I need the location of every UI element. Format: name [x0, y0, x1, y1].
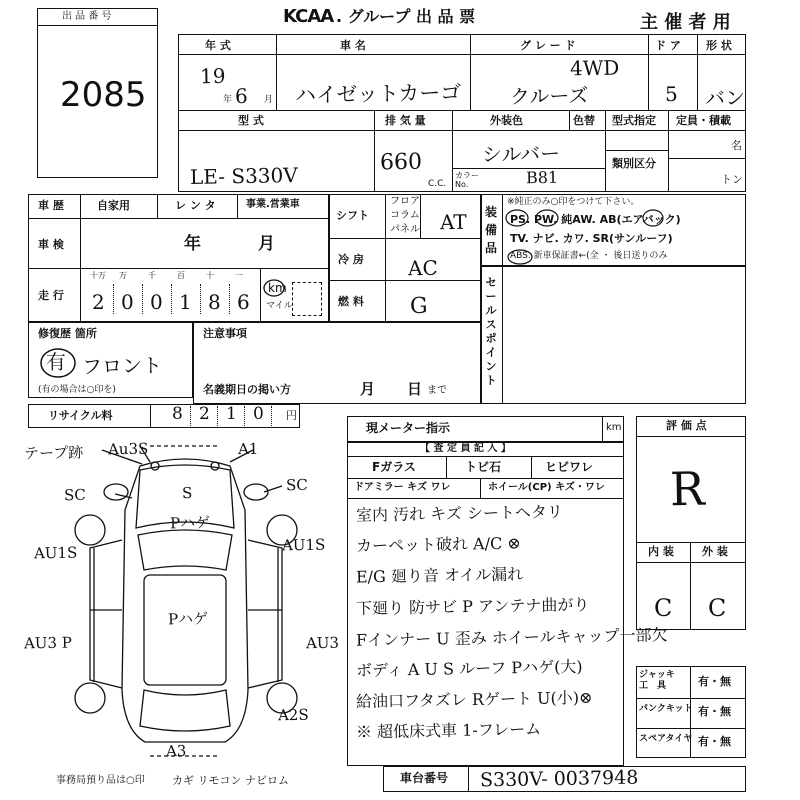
expiry-month: 月 [360, 380, 376, 398]
diag-sc-left: SC [63, 485, 86, 505]
mileage-digit-header: 十 [206, 271, 214, 280]
chassis-value: S330V- 0037948 [479, 766, 639, 792]
logo: KCAA [283, 6, 334, 27]
equip-note: ※純正のみ○印をつけて下さい。 [507, 197, 640, 207]
label-doors: ド ア [655, 39, 681, 52]
recycle-digit: 2 [199, 404, 210, 424]
label-displacement: 排 気 量 [385, 114, 426, 127]
expiry-made: まで [427, 385, 447, 396]
interior-label: 内 装 [648, 545, 674, 558]
month-value: 6 [234, 83, 248, 109]
wheel-label: ホイール(CP) キズ・ワレ [488, 482, 605, 493]
accessory-value: 有・無 [698, 735, 731, 748]
mileage-digit-divider [200, 284, 201, 314]
label-rental: レ ン タ [175, 199, 216, 212]
accessory-label: パンクキット [639, 704, 693, 714]
mileage-digit: 8 [208, 290, 221, 314]
recycle-digit: 0 [253, 404, 264, 424]
mileage-digit-header: 千 [148, 271, 156, 280]
evaluation-score: R [669, 461, 706, 517]
label-shift: シフト [336, 209, 369, 222]
shaken-year-unit: 年 [184, 234, 201, 254]
mile-checkbox [292, 282, 322, 316]
repair-note: (有の場合は○印を) [38, 385, 116, 395]
equip-marks [505, 208, 665, 228]
copy-label: 主 催 者 用 [640, 12, 731, 33]
glass-opt-crack: ヒビワレ [545, 460, 594, 474]
mileage-digit: 6 [237, 290, 250, 314]
equip-line1: PS. PW. 純AW. AB(エアバック) [510, 213, 681, 226]
evaluation-title: 評 価 点 [666, 419, 707, 432]
cc-unit: C.C. [428, 179, 447, 189]
label-expiry: 名義期日の掲い方 [203, 383, 291, 396]
lot-number: 2085 [60, 75, 147, 115]
repair-mark: 有 [45, 349, 67, 375]
label-exterior-color: 外装色 [490, 114, 523, 127]
recycle-digit-divider [217, 406, 218, 426]
year-value: 19 [199, 63, 226, 89]
label-shaken: 車 検 [38, 238, 64, 251]
glass-label: Fガラス [372, 460, 416, 474]
grade-line1: 4WD [569, 55, 620, 81]
meter-title: 現メーター指示 [366, 421, 451, 435]
label-private: 自家用 [97, 199, 130, 212]
diag-au1s-right: AU1S [281, 535, 326, 555]
equip-line3: ABS. 新車保証書←(全 ・ 後日送りのみ [510, 251, 668, 261]
diag-a3: A3 [165, 741, 187, 761]
mileage-digit: 1 [179, 290, 192, 314]
label-capacity: 定員・積載 [676, 114, 731, 127]
accessory-label: スペアタイヤ [639, 734, 693, 744]
inspector-note-line: ボディ A U S ルーフ Pハゲ(大) [355, 657, 583, 680]
label-repair: 修復歴 箇所 [38, 327, 97, 340]
diag-tape: テープ跡 [23, 443, 84, 463]
inspector-note-line: 下廻り 防サビ P アンテナ曲がり [355, 594, 590, 619]
shift-panel: パネル [390, 224, 420, 235]
month-unit: 月 [264, 95, 274, 105]
yen-unit: 円 [286, 409, 297, 422]
recycle-digit-divider [190, 406, 191, 426]
diag-au3-right: AU3 [305, 633, 340, 653]
inspector-title: 【 査 定 員 記 入 】 [420, 443, 511, 454]
recycle-digit: 8 [172, 404, 183, 424]
color-no-label: カラー No. [455, 171, 479, 189]
diag-a1: A1 [237, 439, 259, 459]
label-fuel: 燃 料 [338, 295, 364, 308]
vehicle-name: ハイゼットカーゴ [294, 80, 462, 108]
abs-mark [506, 248, 534, 266]
equip-vertical: 装備品 [484, 205, 497, 255]
label-recycle: リサイクル料 [48, 409, 113, 422]
mileage-digit-header: 十万 [90, 271, 106, 280]
label-mileage: 走 行 [38, 289, 64, 302]
grade-line2: クルーズ [509, 83, 589, 109]
mile-unit: マイル [266, 301, 293, 311]
equip-line2: TV. ナビ. カワ. SR(サンルーフ) [510, 232, 673, 245]
label-name: 車 名 [340, 39, 366, 52]
diag-phage-roof: Pハゲ [167, 609, 209, 629]
inspector-note-line: E/G 廻り音 オイル漏れ [355, 564, 524, 587]
inspector-note-line: カーペット破れ A/C ⊗ [355, 533, 521, 556]
evaluation-box [636, 416, 746, 630]
mirror-label: ドアミラー キズ ワレ [354, 482, 451, 493]
label-business: 事業.営業車 [246, 199, 300, 210]
exterior-color-value: シルバー [481, 141, 561, 167]
glass-opt-chip: トビ石 [465, 460, 502, 474]
diag-a2s: A2S [277, 705, 309, 725]
repair-location: フロント [81, 353, 163, 379]
body-value: バン [704, 85, 746, 111]
shift-value: AT [439, 209, 467, 235]
doors-value: 5 [664, 81, 678, 107]
diag-au3s-top: Au3S [107, 439, 149, 459]
chassis-label: 車台番号 [400, 771, 449, 785]
inspector-note-line: 給油口フタズレ Rゲート U(小)⊗ [355, 687, 593, 712]
fuel-value: G [409, 293, 428, 320]
inspector-note-line: 室内 汚れ キズ シートヘタリ [355, 502, 564, 525]
mileage-digit-divider [171, 284, 172, 314]
mileage-digit: 2 [92, 290, 105, 314]
recycle-digit-divider [271, 406, 272, 426]
ac-value: AC [407, 255, 438, 281]
label-category: 類別区分 [612, 157, 656, 170]
mileage-digit-divider [142, 284, 143, 314]
lot-label: 出 品 番 号 [62, 11, 112, 22]
diag-au1s-left: AU1S [33, 543, 78, 563]
inspector-note-line: ※ 超低床式車 1-フレーム [355, 719, 542, 742]
accessory-value: 有・無 [698, 705, 731, 718]
diag-sc-right: SC [285, 475, 308, 495]
diag-s: S [181, 483, 193, 503]
accessory-value: 有・無 [698, 675, 731, 688]
shaken-month-unit: 月 [258, 234, 275, 254]
mileage-digit: 0 [121, 290, 134, 314]
shift-floor: フロア [390, 196, 420, 207]
interior-value: C [653, 593, 673, 623]
mileage-digit-divider [113, 284, 114, 314]
sales-point-vertical: セールスポイント [485, 276, 497, 387]
color-no-value: B81 [525, 167, 559, 188]
model-value: LE- S330V [189, 163, 298, 189]
km-unit: km [268, 281, 287, 295]
persons-unit: 名 [731, 139, 742, 152]
mileage-digit-divider [229, 284, 230, 314]
ton-unit: トン [721, 173, 743, 186]
exterior-value: C [707, 593, 727, 623]
label-ac: 冷 房 [338, 253, 364, 266]
inspector-note-line: Fインナー U 歪み ホイールキャップ一部欠 [355, 625, 668, 650]
footer-items: カギ リモコン ナビロム [172, 774, 289, 787]
label-model-spec: 型式指定 [612, 114, 656, 127]
expiry-day: 日 [407, 380, 423, 398]
label-history: 車 歴 [38, 199, 64, 212]
recycle-digit-divider [244, 406, 245, 426]
diag-au3p: AU3 P [23, 633, 73, 653]
mileage-digit: 0 [150, 290, 163, 314]
shift-column: コラム [390, 210, 420, 221]
mileage-digit-header: 一 [235, 271, 243, 280]
label-grade: グ レ ー ド [520, 39, 576, 52]
label-model: 型 式 [238, 114, 264, 127]
year-unit: 年 [223, 95, 233, 105]
km-circle [262, 278, 286, 298]
exterior-label: 外 装 [702, 545, 728, 558]
recycle-digit: 1 [226, 404, 237, 424]
label-body: 形 状 [706, 39, 732, 52]
diag-phage-hood: Pハゲ [169, 513, 211, 533]
label-year: 年 式 [205, 39, 231, 52]
label-notes: 注意事項 [203, 327, 247, 340]
sales-point-box [481, 266, 746, 404]
displacement-value: 660 [379, 149, 423, 176]
footer-office: 事務局預り品は○印 [56, 775, 145, 786]
meter-unit: km [606, 422, 622, 433]
label-color-change: 色替 [573, 114, 595, 127]
mileage-digit-header: 万 [119, 271, 127, 280]
mileage-digit-header: 百 [177, 271, 185, 280]
accessory-label: ジャッキ 工 具 [639, 670, 675, 691]
form-title: . グループ 出 品 票 [336, 7, 476, 26]
